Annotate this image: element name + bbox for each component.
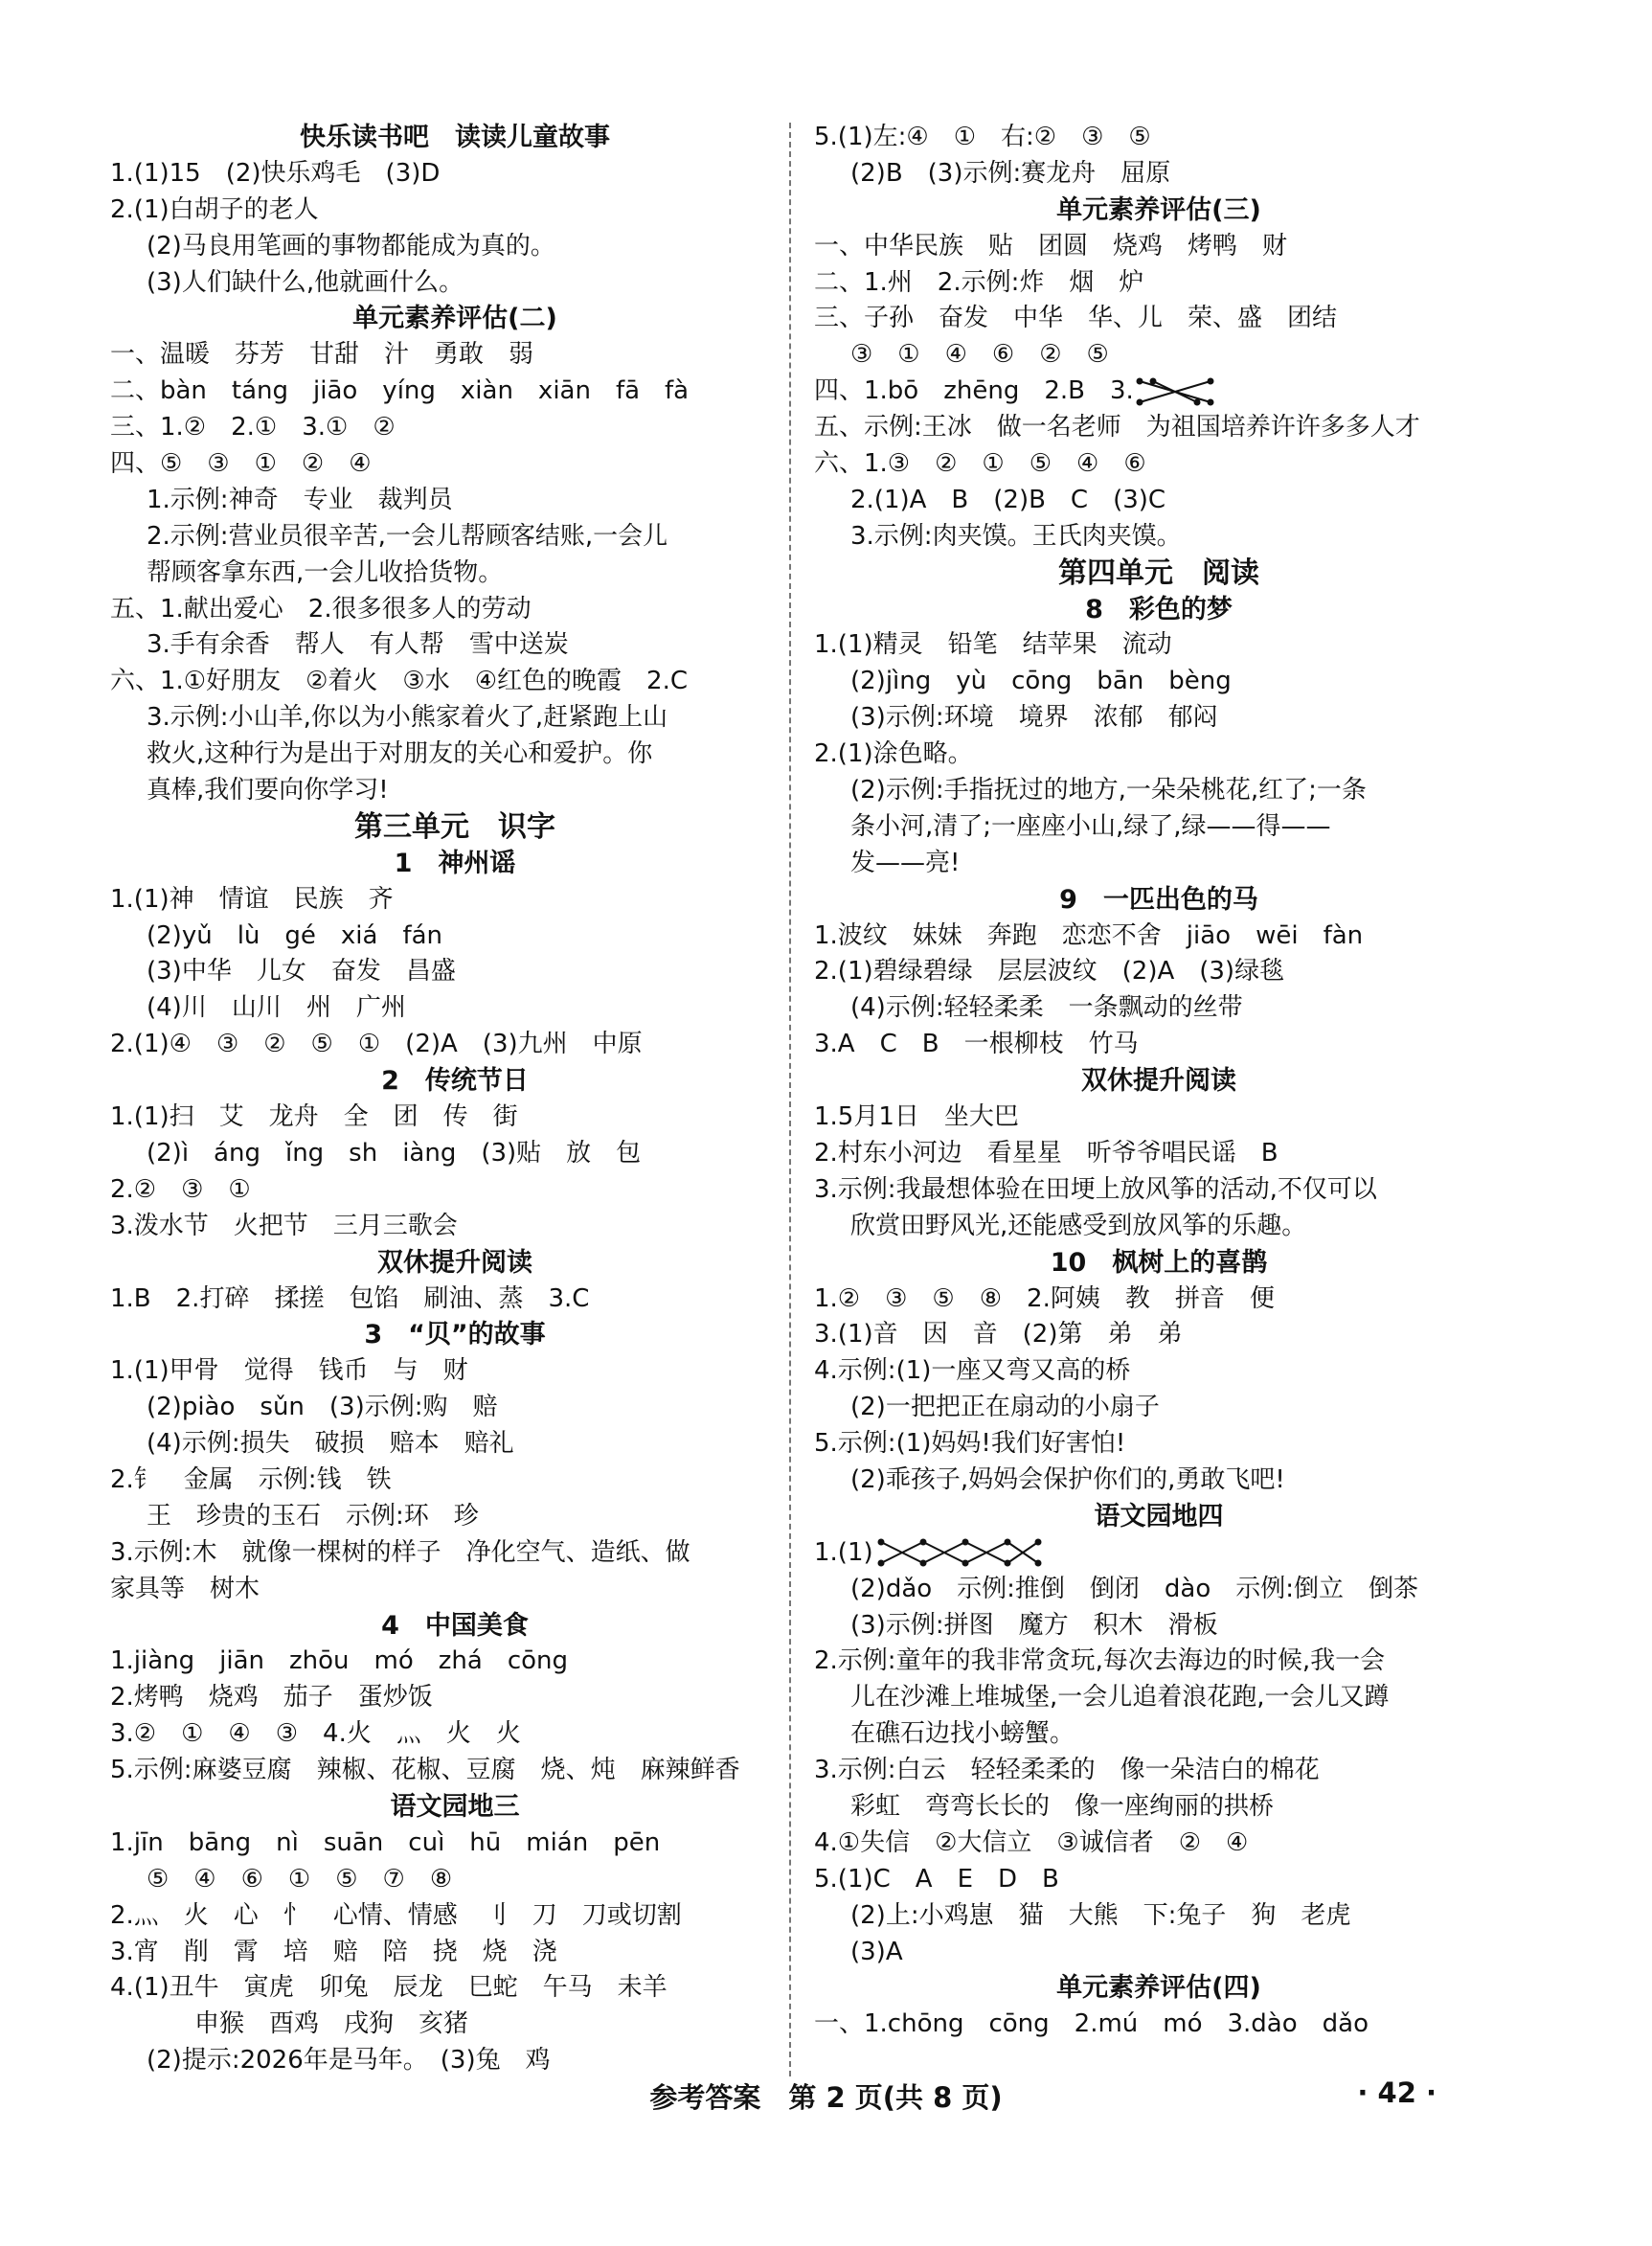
answer-line bbox=[814, 664, 1504, 700]
answer-line bbox=[110, 882, 800, 919]
answer-text: 1.(1)甲骨 觉得 钱币 与 财 bbox=[110, 1356, 468, 1386]
answer-line bbox=[814, 990, 1504, 1027]
answer-text: 救火,这种行为是出于对朋友的关心和爱护。你 bbox=[147, 739, 653, 769]
answer-line bbox=[814, 1716, 1504, 1753]
answer-line bbox=[110, 1898, 800, 1935]
answer-line bbox=[814, 1027, 1504, 1063]
answer-text: 六、1.①好朋友 ②着火 ③水 ④红色的晚霞 2.C bbox=[110, 667, 689, 696]
answer-line bbox=[814, 410, 1504, 446]
answer-text: ⑤ ④ ⑥ ① ⑤ ⑦ ⑧ bbox=[147, 1864, 453, 1894]
answer-line bbox=[814, 954, 1504, 990]
section-heading bbox=[814, 1063, 1504, 1100]
answer-line bbox=[814, 1789, 1504, 1826]
answer-text: 2.(1)碧绿碧绿 层层波纹 (2)A (3)绿毯 bbox=[814, 957, 1285, 987]
answer-text: 10 枫树上的喜鹊 bbox=[1050, 1247, 1268, 1278]
answer-text: 四、1.bō zhēng 2.B 3. bbox=[814, 376, 1134, 406]
answer-text: 发——亮! bbox=[850, 848, 961, 877]
answer-line bbox=[110, 2007, 800, 2043]
answer-text: 9 一匹出色的马 bbox=[1059, 884, 1258, 915]
answer-text: 第三单元 识字 bbox=[354, 809, 555, 844]
answer-text: 单元素养评估(四) bbox=[1056, 1973, 1261, 2004]
section-heading bbox=[814, 592, 1504, 628]
answer-text: 五、1.献出爱心 2.很多很多人的劳动 bbox=[110, 594, 532, 624]
answer-text: 帮顾客拿东西,一会儿收拾货物。 bbox=[147, 557, 504, 587]
answer-text: 3.② ① ④ ③ 4.火 灬 火 火 bbox=[110, 1719, 521, 1749]
answer-line bbox=[110, 737, 800, 773]
answer-line bbox=[814, 1898, 1504, 1935]
section-heading bbox=[110, 1317, 800, 1353]
answer-text: ③ ① ④ ⑥ ② ⑤ bbox=[850, 340, 1109, 370]
answer-text: 3.示例:小山羊,你以为小熊家着火了,赶紧跑上山 bbox=[147, 703, 668, 733]
answer-line bbox=[110, 1100, 800, 1136]
right-column bbox=[814, 120, 1504, 2043]
answer-text: 在礁石边找小螃蟹。 bbox=[850, 1719, 1075, 1749]
answer-line bbox=[110, 1680, 800, 1716]
answer-text: 双休提升阅读 bbox=[1081, 1066, 1236, 1097]
answer-line bbox=[110, 1027, 800, 1063]
answer-line bbox=[110, 1353, 800, 1390]
answer-text: 家具等 树木 bbox=[110, 1574, 260, 1603]
answer-text: (2)上:小鸡崽 猫 大熊 下:兔子 狗 老虎 bbox=[850, 1900, 1351, 1930]
answer-line bbox=[110, 1753, 800, 1789]
answer-line bbox=[110, 410, 800, 446]
answer-text: 语文园地三 bbox=[390, 1791, 520, 1822]
answer-line bbox=[110, 1172, 800, 1209]
answer-line bbox=[110, 1572, 800, 1608]
column-divider bbox=[789, 123, 791, 2076]
answer-text: 1.B 2.打碎 揉搓 包馅 刷油、蒸 3.C bbox=[110, 1283, 590, 1313]
answer-text: (2)B (3)示例:赛龙舟 屈原 bbox=[850, 158, 1171, 188]
answer-line bbox=[110, 1463, 800, 1499]
answer-line bbox=[110, 592, 800, 628]
answer-line bbox=[110, 919, 800, 955]
answer-text: 快乐读书吧 读读儿童故事 bbox=[300, 123, 610, 152]
answer-line bbox=[110, 556, 800, 592]
answer-text: 二、1.州 2.示例:炸 烟 炉 bbox=[814, 267, 1144, 297]
answer-text: (3)中华 儿女 奋发 昌盛 bbox=[147, 957, 456, 987]
answer-line bbox=[814, 337, 1504, 374]
answer-text: 2.(1)④ ③ ② ⑤ ① (2)A (3)九州 中原 bbox=[110, 1030, 643, 1059]
section-heading bbox=[110, 809, 800, 846]
answer-line bbox=[110, 1970, 800, 2007]
answer-text: 欣赏田野风光,还能感受到放风筝的乐趣。 bbox=[850, 1211, 1307, 1240]
answer-text: 六、1.③ ② ① ⑤ ④ ⑥ bbox=[814, 449, 1146, 479]
answer-line bbox=[110, 1209, 800, 1245]
section-heading bbox=[110, 301, 800, 337]
answer-line bbox=[110, 773, 800, 809]
answer-text: 3 “贝”的故事 bbox=[364, 1320, 546, 1350]
answer-text: 儿在沙滩上堆城堡,一会儿追着浪花跑,一会儿又蹲 bbox=[850, 1683, 1390, 1713]
answer-line bbox=[110, 265, 800, 302]
answer-text: 3.A C B 一根柳枝 竹马 bbox=[814, 1030, 1139, 1059]
answer-line bbox=[110, 1499, 800, 1535]
section-heading bbox=[814, 1970, 1504, 2007]
answer-line bbox=[814, 919, 1504, 955]
answer-text: (3)人们缺什么,他就画什么。 bbox=[147, 267, 464, 297]
answer-line bbox=[814, 1136, 1504, 1172]
answer-line bbox=[814, 1426, 1504, 1463]
answer-line bbox=[110, 1282, 800, 1318]
section-heading bbox=[814, 193, 1504, 229]
answer-line bbox=[110, 1136, 800, 1172]
answer-line bbox=[814, 156, 1504, 193]
answer-line bbox=[814, 809, 1504, 846]
answer-line bbox=[814, 1535, 1504, 1572]
answer-line bbox=[814, 1100, 1504, 1136]
answer-text: 真棒,我们要向你学习! bbox=[147, 776, 389, 805]
answer-line bbox=[110, 627, 800, 664]
answer-line bbox=[110, 700, 800, 737]
answer-line bbox=[814, 1353, 1504, 1390]
answer-text: 2.钅 金属 示例:钱 铁 bbox=[110, 1464, 392, 1494]
answer-line bbox=[110, 1716, 800, 1753]
answer-text: 1.5月1日 坐大巴 bbox=[814, 1102, 1019, 1132]
answer-text: 三、1.② 2.① 3.① ② bbox=[110, 413, 396, 442]
answer-line bbox=[814, 446, 1504, 483]
answer-text: 王 珍贵的玉石 示例:环 珍 bbox=[147, 1501, 479, 1531]
answer-line bbox=[110, 519, 800, 556]
answer-line bbox=[110, 954, 800, 990]
answer-text: 5.(1)左:④ ① 右:② ③ ⑤ bbox=[814, 123, 1151, 151]
answer-line bbox=[814, 1608, 1504, 1645]
answer-line bbox=[110, 1862, 800, 1898]
answer-text: 1.(1)精灵 铅笔 结苹果 流动 bbox=[814, 630, 1172, 660]
answer-text: 3.示例:我最想体验在田埂上放风筝的活动,不仅可以 bbox=[814, 1174, 1377, 1204]
answer-line bbox=[110, 1935, 800, 1971]
answer-line bbox=[814, 1282, 1504, 1318]
answer-text: 4.(1)丑牛 寅虎 卯兔 辰龙 巳蛇 午马 未羊 bbox=[110, 1973, 668, 2003]
answer-line bbox=[814, 265, 1504, 302]
answer-text: 3.泼水节 火把节 三月三歌会 bbox=[110, 1211, 458, 1240]
answer-text: 三、子孙 奋发 中华 华、儿 荣、盛 团结 bbox=[814, 304, 1338, 333]
answer-text: 1.② ③ ⑤ ⑧ 2.阿姨 教 拼音 便 bbox=[814, 1283, 1275, 1313]
answer-text: 1.(1) bbox=[814, 1537, 873, 1567]
answer-line bbox=[814, 1390, 1504, 1426]
answer-text: 1.jīn bāng nì suān cuì hū mián pēn bbox=[110, 1827, 661, 1857]
answer-text: (3)示例:环境 境界 浓郁 郁闷 bbox=[850, 703, 1218, 733]
answer-line bbox=[814, 1644, 1504, 1680]
answer-text: 申猴 酉鸡 戌狗 亥猪 bbox=[194, 2009, 469, 2039]
answer-line bbox=[110, 374, 800, 410]
section-heading bbox=[110, 1789, 800, 1826]
answer-text: 条小河,清了;一座座小山,绿了,绿——得—— bbox=[850, 811, 1331, 841]
answer-text: 2.示例:童年的我非常贪玩,每次去海边的时候,我一会 bbox=[814, 1646, 1386, 1676]
answer-line bbox=[814, 120, 1504, 156]
answer-text: 四、⑤ ③ ① ② ④ bbox=[110, 449, 372, 479]
answer-text: (2)yǔ lù gé xiá fán bbox=[147, 920, 443, 950]
answer-text: (2)乖孩子,妈妈会保护你们的,勇敢飞吧! bbox=[850, 1464, 1285, 1494]
answer-text: 4 中国美食 bbox=[381, 1610, 529, 1641]
answer-text: 3.示例:白云 轻轻柔柔的 像一朵洁白的棉花 bbox=[814, 1756, 1320, 1785]
section-heading bbox=[110, 1245, 800, 1282]
answer-line bbox=[814, 1572, 1504, 1608]
answer-text: 双休提升阅读 bbox=[377, 1247, 532, 1278]
answer-text: 3.手有余香 帮人 有人帮 雪中送炭 bbox=[147, 630, 569, 660]
answer-line bbox=[814, 1317, 1504, 1353]
answer-line bbox=[110, 229, 800, 265]
section-heading bbox=[110, 1063, 800, 1100]
answer-line bbox=[814, 1209, 1504, 1245]
answer-text: 1 神州谣 bbox=[394, 848, 516, 878]
answer-text: 3.示例:木 就像一棵树的样子 净化空气、造纸、做 bbox=[110, 1537, 690, 1567]
answer-line bbox=[814, 700, 1504, 737]
answer-text: 一、温暖 芬芳 甘甜 汁 勇敢 弱 bbox=[110, 340, 534, 370]
section-heading bbox=[110, 1608, 800, 1645]
answer-text: 1.(1)15 (2)快乐鸡毛 (3)D bbox=[110, 158, 441, 188]
answer-text: 2.② ③ ① bbox=[110, 1174, 251, 1204]
answer-text: 4.①失信 ②大信立 ③诚信者 ② ④ bbox=[814, 1827, 1249, 1857]
answer-line bbox=[814, 229, 1504, 265]
answer-text: (2)dǎo 示例:推倒 倒闭 dào 示例:倒立 倒茶 bbox=[850, 1574, 1419, 1603]
section-heading bbox=[814, 1245, 1504, 1282]
answer-line bbox=[110, 483, 800, 519]
answer-text: (2)提示:2026年是马年。 (3)兔 鸡 bbox=[147, 2046, 551, 2076]
left-column bbox=[110, 120, 800, 2079]
section-heading bbox=[110, 120, 800, 156]
answer-text: 8 彩色的梦 bbox=[1085, 594, 1233, 624]
answer-text: 单元素养评估(三) bbox=[1056, 194, 1261, 225]
answer-text: 2.(1)涂色略。 bbox=[814, 739, 973, 769]
answer-text: 一、1.chōng cōng 2.mú mó 3.dào dǎo bbox=[814, 2009, 1369, 2039]
section-heading bbox=[814, 556, 1504, 592]
answer-line bbox=[814, 519, 1504, 556]
answer-line bbox=[814, 846, 1504, 882]
answer-text: 5.(1)C A E D B bbox=[814, 1864, 1059, 1894]
answer-text: 2.灬 火 心 忄 心情、情感 刂 刀 刀或切割 bbox=[110, 1900, 682, 1930]
answer-line bbox=[814, 374, 1504, 410]
answer-text: 1.(1)神 情谊 民族 齐 bbox=[110, 884, 394, 914]
answer-text: 语文园地四 bbox=[1094, 1501, 1224, 1531]
answer-line bbox=[110, 664, 800, 700]
answer-text: 1.示例:神奇 专业 裁判员 bbox=[147, 485, 453, 514]
answer-text: 2 传统节日 bbox=[381, 1066, 529, 1097]
answer-text: 2.示例:营业员很辛苦,一会儿帮顾客结账,一会儿 bbox=[147, 521, 668, 551]
answer-text: 3.宵 削 霄 培 赔 陪 挠 烧 浇 bbox=[110, 1937, 557, 1966]
answer-line bbox=[814, 1463, 1504, 1499]
answer-line bbox=[110, 193, 800, 229]
section-heading bbox=[814, 882, 1504, 919]
answer-text: (2)jìng yù cōng bān bèng bbox=[850, 667, 1232, 696]
matching-lines-icon bbox=[1134, 375, 1216, 408]
answer-line bbox=[814, 483, 1504, 519]
answer-text: 2.村东小河边 看星星 听爷爷唱民谣 B bbox=[814, 1138, 1279, 1168]
answer-text: (4)示例:轻轻柔柔 一条飘动的丝带 bbox=[850, 993, 1243, 1023]
answer-text: (2)示例:手指抚过的地方,一朵朵桃花,红了;一条 bbox=[850, 776, 1367, 805]
answer-line bbox=[814, 737, 1504, 773]
answer-text: 2.(1)A B (2)B C (3)C bbox=[850, 485, 1166, 514]
answer-line bbox=[110, 1535, 800, 1572]
answer-line bbox=[110, 446, 800, 483]
answer-text: (3)A bbox=[850, 1937, 903, 1966]
answer-text: 3.示例:肉夹馍。王氏肉夹馍。 bbox=[850, 521, 1182, 551]
answer-text: (2)piào sǔn (3)示例:购 赔 bbox=[147, 1393, 498, 1422]
answer-text: 2.烤鸭 烧鸡 茄子 蛋炒饭 bbox=[110, 1683, 433, 1713]
answer-text: 5.示例:麻婆豆腐 辣椒、花椒、豆腐 烧、炖 麻辣鲜香 bbox=[110, 1756, 740, 1785]
answer-line bbox=[814, 773, 1504, 809]
matching-lines-icon-wide bbox=[873, 1536, 1046, 1569]
answer-line bbox=[110, 1826, 800, 1862]
answer-text: 彩虹 弯弯长长的 像一座绚丽的拱桥 bbox=[850, 1791, 1275, 1821]
page-number: · 42 · bbox=[1357, 2076, 1437, 2109]
answer-line bbox=[110, 1644, 800, 1680]
answer-text: 2.(1)白胡子的老人 bbox=[110, 194, 319, 224]
answer-line bbox=[110, 990, 800, 1027]
answer-text: (2)一把把正在扇动的小扇子 bbox=[850, 1393, 1160, 1422]
answer-line bbox=[814, 1862, 1504, 1898]
answer-text: 一、中华民族 贴 团圆 烧鸡 烤鸭 财 bbox=[814, 231, 1288, 261]
answer-text: 单元素养评估(二) bbox=[352, 304, 557, 334]
answer-line bbox=[110, 2043, 800, 2079]
section-heading bbox=[110, 846, 800, 882]
section-heading bbox=[814, 1499, 1504, 1535]
answer-text: (2)ì áng ǐng sh iàng (3)贴 放 包 bbox=[147, 1138, 642, 1168]
answer-text: 3.(1)音 因 音 (2)第 弟 弟 bbox=[814, 1320, 1183, 1350]
answer-text: (4)川 山川 州 广州 bbox=[147, 993, 406, 1023]
answer-text: (3)示例:拼图 魔方 积木 滑板 bbox=[850, 1610, 1218, 1640]
answer-line bbox=[814, 2007, 1504, 2043]
answer-line bbox=[110, 1390, 800, 1426]
answer-line bbox=[814, 1172, 1504, 1209]
answer-text: 五、示例:王冰 做一名老师 为祖国培养许许多多人才 bbox=[814, 413, 1420, 442]
answer-text: (2)马良用笔画的事物都能成为真的。 bbox=[147, 231, 555, 261]
answer-text: (4)示例:损失 破损 赔本 赔礼 bbox=[147, 1429, 514, 1459]
answer-text: 5.示例:(1)妈妈!我们好害怕! bbox=[814, 1429, 1126, 1459]
answer-line bbox=[814, 1935, 1504, 1971]
answer-line bbox=[814, 1826, 1504, 1862]
answer-text: 1.jiàng jiān zhōu mó zhá cōng bbox=[110, 1646, 569, 1676]
answer-line bbox=[814, 1680, 1504, 1716]
answer-text: 4.示例:(1)一座又弯又高的桥 bbox=[814, 1356, 1131, 1386]
answer-line bbox=[814, 301, 1504, 337]
answer-line bbox=[814, 1753, 1504, 1789]
answer-text: 第四单元 阅读 bbox=[1058, 556, 1259, 590]
answer-text: 1.(1)扫 艾 龙舟 全 团 传 街 bbox=[110, 1102, 518, 1132]
answer-line bbox=[814, 627, 1504, 664]
answer-line bbox=[110, 337, 800, 374]
answer-text: 1.波纹 妹妹 奔跑 恋恋不舍 jiāo wēi fàn bbox=[814, 920, 1364, 950]
answer-line bbox=[110, 1426, 800, 1463]
answer-text: 二、bàn táng jiāo yíng xiàn xiān fā fà bbox=[110, 376, 690, 406]
answer-line bbox=[110, 156, 800, 193]
page-footer: 参考答案 第 2 页(共 8 页) bbox=[649, 2081, 1003, 2114]
